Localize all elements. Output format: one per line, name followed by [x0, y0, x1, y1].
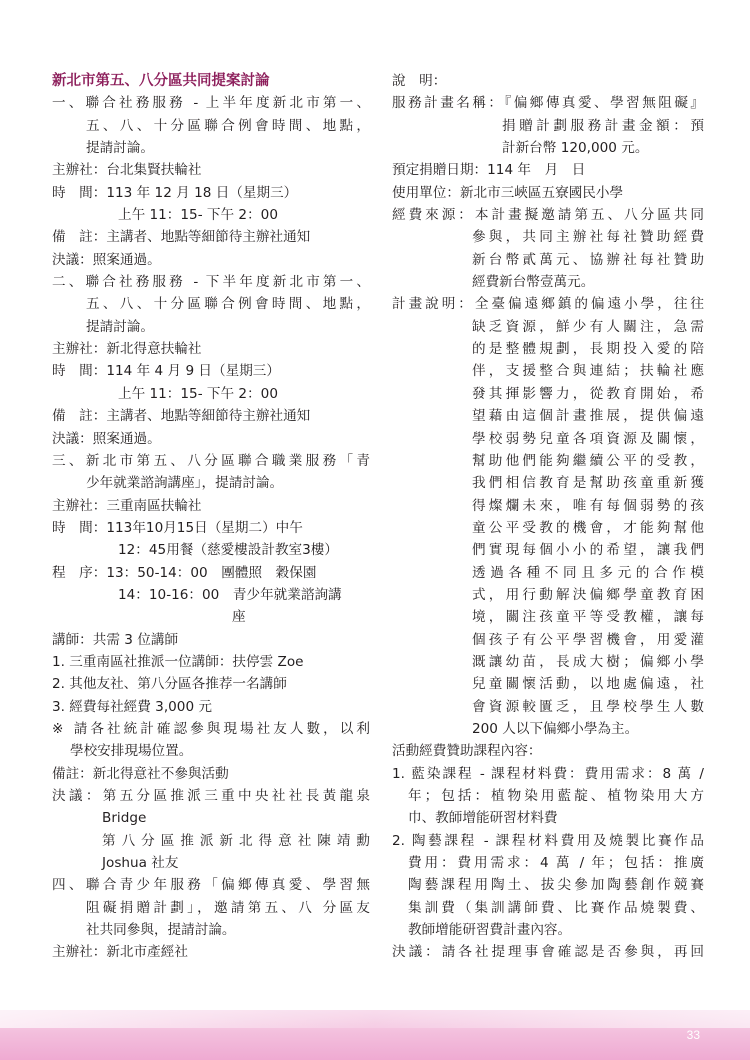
text-line: 計新台幣 120,000 元。 — [502, 140, 649, 157]
text-line: 時 間：113 年 12 月 18 日（星期三） — [52, 184, 298, 201]
text-line: 缺乏資源，鮮少有人關注，急需 — [472, 318, 704, 335]
text-line: 主辦社：新北市產經社 — [52, 944, 188, 961]
text-line: 教師增能研習費計畫內容。 — [408, 922, 572, 939]
footer-band — [0, 1010, 750, 1060]
text-line: 服務計畫名稱：『偏鄉傳真愛、學習無阻礙』 — [392, 95, 704, 112]
text-line: 主辦社：三重南區扶輪社 — [52, 497, 202, 514]
text-line: 第八分區推派新北得意社陳靖勳 — [102, 832, 370, 849]
text-line: 五、八、十分區聯合例會時間、地點， — [86, 117, 370, 134]
text-line: 1. 藍染課程 - 課程材料費：費用需求：8 萬 / — [392, 765, 704, 782]
text-line: 上午 11：15- 下午 2：00 — [118, 385, 278, 402]
text-line: 伴，支援整合與連結；扶輪社應 — [472, 363, 704, 380]
text-line: 活動經費贊助課程內容： — [392, 743, 542, 760]
text-line: Joshua 社友 — [102, 855, 179, 872]
text-line: 透過各種不同且多元的合作模 — [472, 564, 704, 581]
text-line: 發其揮影響力，從教育開始，希 — [472, 385, 704, 402]
text-line: 境，關注孩童平等受教權，讓每 — [472, 609, 704, 626]
text-line: 2. 陶藝課程 - 課程材料費用及燒製比賽作品 — [392, 832, 704, 849]
text-line: 備 註：主講者、地點等細節待主辦社通知 — [52, 408, 311, 425]
text-line: 新台幣貳萬元、協辦社每社贊助 — [472, 251, 704, 268]
text-line: 會資源較匱乏，且學校學生人數 — [472, 698, 704, 715]
text-line: 學校安排現場位置。 — [70, 743, 193, 760]
text-line: 費用：費用需求：4 萬 / 年；包括：推廣 — [408, 855, 704, 872]
text-line: 捐贈計劃服務計畫金額：預 — [502, 117, 704, 134]
text-line: 五、八、十分區聯合例會時間、地點， — [86, 296, 370, 313]
text-line: 2. 其他友社、第八分區各推荐一名講師 — [52, 676, 287, 693]
text-line: 座 — [232, 609, 246, 626]
text-line: 決議：第五分區推派三重中央社社長黃龍泉 — [52, 788, 370, 804]
text-line: 主辦社：新北得意扶輪社 — [52, 341, 202, 358]
text-line: 時 間：113年10月15日（星期二）中午 — [52, 519, 303, 536]
text-line: 式，用行動解決偏鄉學童教育困 — [472, 586, 704, 603]
left-column — [52, 70, 370, 964]
section-title: 新北市第五、八分區共同提案討論 — [52, 73, 270, 89]
text-line: 講師：共需 3 位講師 — [52, 631, 179, 648]
text-line: Bridge — [102, 810, 147, 827]
text-line: ※ 請各社統計確認參與現場社友人數，以利 — [52, 720, 370, 737]
text-line: 提請討論。 — [86, 318, 154, 335]
text-line: 1. 三重南區社推派一位講師：扶停雲 Zoe — [52, 653, 304, 670]
text-line: 備註：新北得意社不參與活動 — [52, 765, 229, 782]
text-line: 得燦爛未來，唯有每個弱勢的孩 — [472, 497, 704, 514]
text-line: 陶藝課程用陶土、拔尖參加陶藝創作競賽 — [408, 877, 704, 894]
text-line: 主辦社：台北集賢扶輪社 — [52, 162, 202, 179]
text-line: 上午 11：15- 下午 2：00 — [118, 207, 278, 224]
text-line: 童公平受教的機會，才能夠幫他 — [472, 519, 704, 536]
text-line: 的是整體規劃，長期投入愛的陪 — [472, 341, 704, 358]
text-line: 三、新北市第五、八分區聯合職業服務「青 — [52, 452, 370, 469]
text-line: 使用單位：新北市三峽區五寮國民小學 — [392, 184, 624, 201]
text-line: 決議：照案通過。 — [52, 251, 161, 268]
text-line: 提請討論。 — [86, 140, 154, 157]
text-line: 14：10-16：00 青少年就業諮詢講 — [118, 586, 342, 603]
text-line: 幫助他們能夠繼續公平的受教， — [472, 452, 704, 469]
text-line: 四、聯合青少年服務「偏鄉傳真愛、學習無 — [52, 877, 370, 894]
text-line: 年；包括：植物染用藍靛、植物染用大方 — [408, 788, 704, 804]
text-line: 說 明： — [392, 73, 447, 89]
text-line: 阻礙捐贈計劃」，邀請第五、八 分區友 — [86, 899, 370, 916]
text-line: 經費來源：本計畫擬邀請第五、八分區共同 — [392, 207, 704, 224]
text-line: 決議：照案通過。 — [52, 430, 161, 447]
text-line: 3. 經費每社經費 3,000 元 — [52, 698, 213, 715]
text-line: 巾、教師增能研習材料費 — [408, 810, 558, 827]
text-line: 我們相信教育是幫助孩童重新獲 — [472, 475, 704, 492]
text-line: 經費新台幣壹萬元。 — [472, 274, 595, 291]
text-line: 參與，共同主辦社每社贊助經費 — [472, 229, 704, 246]
text-line: 兒童關懷活動，以地處偏遠，社 — [472, 676, 704, 693]
text-line: 預定捐贈日期：114 年 月 日 — [392, 162, 586, 179]
text-line: 二、聯合社務服務 - 下半年度新北市第一、 — [52, 274, 370, 291]
text-line: 備 註：主講者、地點等細節待主辦社通知 — [52, 229, 311, 246]
text-line: 一、聯合社務服務 - 上半年度新北市第一、 — [52, 95, 370, 112]
text-line: 程 序：13：50-14：00 團體照 穀保園 — [52, 564, 317, 581]
text-line: 溉讓幼苗，長成大樹；偏鄉小學 — [472, 653, 704, 670]
text-line: 集訓費（集訓講師費、比賽作品燒製費、 — [408, 899, 704, 916]
text-line: 計畫說明：全臺偏遠鄉鎮的偏遠小學，往往 — [392, 296, 704, 313]
text-line: 少年就業諮詢講座」，提請討論。 — [86, 475, 284, 492]
page-number: 33 — [686, 1028, 700, 1042]
text-line: 200 人以下偏鄉小學為主。 — [472, 720, 639, 737]
text-line: 學校弱勢兒童各項資源及關懷， — [472, 430, 704, 447]
text-line: 們實現每個小小的希望，讓我們 — [472, 542, 704, 559]
text-line: 12：45用餐（慈愛樓設計教室3樓） — [118, 542, 338, 559]
text-line: 時 間：114 年 4 月 9 日（星期三） — [52, 363, 280, 380]
text-line: 個孩子有公平學習機會，用愛灌 — [472, 631, 704, 648]
text-line: 望藉由這個計畫推展，提供偏遠 — [472, 408, 704, 425]
text-line: 社共同參與，提請討論。 — [86, 922, 236, 939]
right-column — [392, 70, 704, 964]
text-line: 決議：請各社提理事會確認是否參與，再回 — [392, 944, 704, 961]
